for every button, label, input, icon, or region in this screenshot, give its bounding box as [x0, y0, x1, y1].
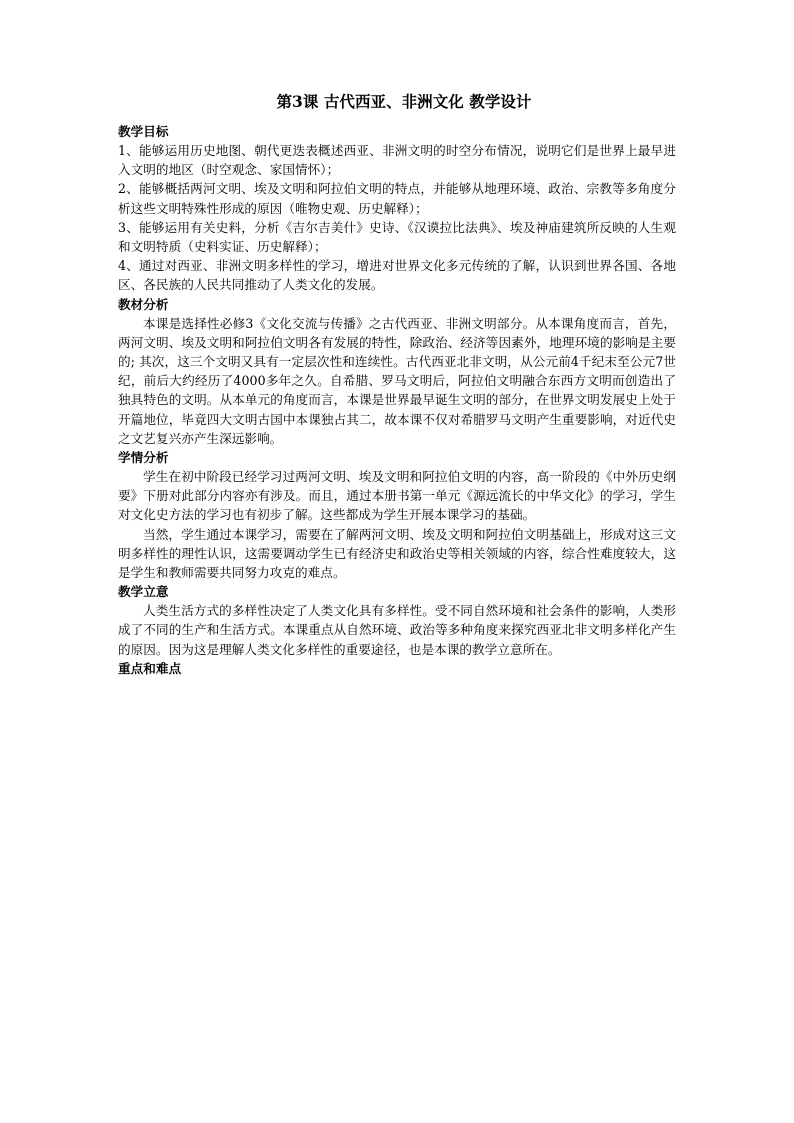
- section-goals: [118, 122, 676, 295]
- section-heading-textbook: 教材分析: [118, 296, 169, 312]
- section-teaching-intent: [118, 582, 676, 659]
- goal-item-2: 2、能够概括两河文明、埃及文明和阿拉伯文明的特点，并能够从地理环境、政治、宗教等多角度分析这些文明特殊性形成的原因（唯物史观、历史解释）；: [118, 181, 676, 216]
- section-heading-goals: 教学目标: [118, 124, 169, 139]
- document-content: [118, 86, 676, 678]
- section-key-points: [118, 659, 676, 678]
- section-student-analysis: [118, 448, 676, 582]
- section-heading-keypoints: 重点和难点: [118, 660, 182, 676]
- goal-item-1: 1、能够运用历史地图、朝代更迭表概述西亚、非洲文明的时空分布情况，说明它们是世界上最早进入文明的地区（时空观念、家国情怀）；: [118, 143, 676, 178]
- textbook-paragraph: 本课是选择性必修3《文化交流与传播》之古代西亚、非洲文明部分。从本课角度而言，首先，两河文明、埃及文明和阿拉伯文明各有发展的特性，除政治、经济等因素外，地理环境的影响是主要的; 其次，这三个文明又具有一定层次性和连续性。古代西亚北非文明，从公元前4千纪末至公元7世纪，前后大约经历了4000多年之久。自希腊、罗马文明后，阿拉伯文明融合东西方文明而创造出了独具特色的文明。从本单元的角度而言，本课是世界最早诞生文明的部分，在世界文明发展史上处于开篇地位，毕竟四大文明古国中本课独占其二，故本课不仅对希腊罗马文明产生重要影响，对近代史之文艺复兴亦产生深远影响。: [118, 315, 676, 446]
- goal-item-4: 4、通过对西亚、非洲文明多样性的学习，增进对世界文化多元传统的了解，认识到世界各国、各地区、各民族的人民共同推动了人类文化的发展。: [118, 258, 676, 293]
- intent-paragraph: 人类生活方式的多样性决定了人类文化具有多样性。受不同自然环境和社会条件的影响，人类形成了不同的生产和生活方式。本课重点从自然环境、政治等多种角度来探究西亚北非文明多样化产生的原因。因为这是理解人类文化多样性的重要途径，也是本课的教学立意所在。: [118, 603, 676, 657]
- students-paragraph-2: 当然，学生通过本课学习，需要在了解两河文明、埃及文明和阿拉伯文明基础上，形成对这三文明多样性的理性认识，这需要调动学生已有经济史和政治史等相关领域的内容，综合性难度较大，这是学生和教师需要共同努力攻克的难点。: [118, 526, 676, 581]
- document-title: 第3课 古代西亚、非洲文化 教学设计: [276, 92, 532, 111]
- section-textbook-analysis: [118, 295, 676, 448]
- goal-item-3: 3、能够运用有关史料，分析《吉尔吉美什》史诗、《汉谟拉比法典》、埃及神庙建筑所反映的人生观和文明特质（史料实证、历史解释）；: [118, 219, 676, 255]
- students-paragraph-1: 学生在初中阶段已经学习过两河文明、埃及文明和阿拉伯文明的内容，高一阶段的《中外历史纲要》下册对此部分内容亦有涉及。而且，通过本册书第一单元《源远流长的中华文化》的学习，学生对文化史方法的学习也有初步了解。这些都成为学生开展本课学习的基础。: [118, 469, 676, 523]
- section-heading-students: 学情分析: [118, 450, 169, 466]
- section-heading-intent: 教学立意: [118, 584, 169, 600]
